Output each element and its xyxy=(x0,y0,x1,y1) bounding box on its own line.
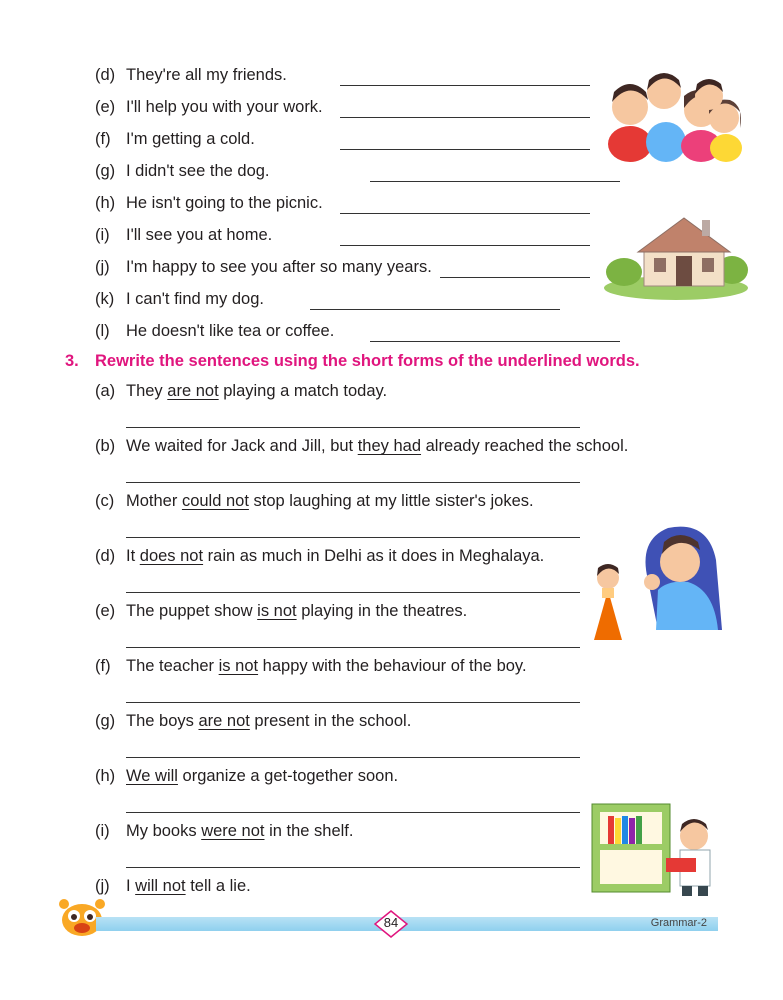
sentence-text: already reached the school. xyxy=(421,437,629,455)
answer-blank[interactable] xyxy=(340,149,590,150)
item-label: (i) xyxy=(95,226,110,244)
answer-line[interactable] xyxy=(126,592,580,593)
sentence-text: They xyxy=(126,382,168,400)
house-illustration xyxy=(604,212,748,300)
sentence-text: playing in the theatres. xyxy=(296,602,468,620)
item-label: (e) xyxy=(95,98,116,116)
sentence-text: The puppet show xyxy=(126,602,258,620)
underlined-words: were not xyxy=(201,822,265,840)
item-sentence: I didn't see the dog. xyxy=(126,162,270,180)
item-label: (g) xyxy=(95,712,116,730)
item-label: (d) xyxy=(95,66,116,84)
sentence-text: tell a lie. xyxy=(185,877,251,895)
item-sentence xyxy=(126,657,527,676)
sentence-text: happy with the behaviour of the boy. xyxy=(258,657,527,675)
underlined-words: are not xyxy=(198,712,250,730)
item-sentence xyxy=(126,492,534,511)
exercise-instruction: Rewrite the sentences using the short forms of the underlined words. xyxy=(95,352,640,370)
item-label: (k) xyxy=(95,290,115,308)
answer-line[interactable] xyxy=(126,702,580,703)
item-sentence xyxy=(126,767,398,786)
sentence-text: It xyxy=(126,547,140,565)
item-label: (h) xyxy=(95,194,116,212)
item-sentence xyxy=(126,712,411,731)
item-label: (b) xyxy=(95,437,116,455)
answer-blank[interactable] xyxy=(340,213,590,214)
sentence-text: Mother xyxy=(126,492,182,510)
item-label: (d) xyxy=(95,547,116,565)
underlined-words: could not xyxy=(181,492,249,510)
exercise-number: 3. xyxy=(65,352,79,370)
item-sentence xyxy=(126,877,251,896)
underlined-words: are not xyxy=(167,382,219,400)
sentence-text: The boys xyxy=(126,712,199,730)
answer-blank[interactable] xyxy=(340,245,590,246)
item-label: (j) xyxy=(95,877,110,895)
item-label: (f) xyxy=(95,657,111,675)
answer-blank[interactable] xyxy=(370,181,620,182)
item-label: (j) xyxy=(95,258,110,276)
mother-and-girl-illustration xyxy=(588,520,728,644)
item-label: (g) xyxy=(95,162,116,180)
underlined-words: they had xyxy=(357,437,422,455)
answer-blank[interactable] xyxy=(370,341,620,342)
item-sentence: They're all my friends. xyxy=(126,66,287,84)
item-sentence xyxy=(126,437,628,456)
item-sentence: He doesn't like tea or coffee. xyxy=(126,322,335,340)
sentence-text: rain as much in Delhi as it does in Meghalaya. xyxy=(203,547,545,565)
item-label: (f) xyxy=(95,130,111,148)
answer-line[interactable] xyxy=(126,427,580,428)
underlined-words: is not xyxy=(257,602,297,620)
item-label: (c) xyxy=(95,492,115,510)
item-sentence xyxy=(126,547,544,566)
item-sentence xyxy=(126,822,353,841)
underlined-words: will not xyxy=(135,877,186,895)
answer-line[interactable] xyxy=(126,482,580,483)
sentence-text: in the shelf. xyxy=(264,822,354,840)
underlined-words: We will xyxy=(126,767,178,785)
sentence-text: stop laughing at my little sister's jokes. xyxy=(248,492,534,510)
item-sentence: He isn't going to the picnic. xyxy=(126,194,323,212)
answer-line[interactable] xyxy=(126,537,580,538)
item-label: (h) xyxy=(95,767,116,785)
group-of-friends-illustration xyxy=(606,62,744,162)
answer-blank[interactable] xyxy=(440,277,590,278)
item-sentence: I'll see you at home. xyxy=(126,226,273,244)
answer-blank[interactable] xyxy=(310,309,560,310)
sentence-text: I xyxy=(126,877,136,895)
item-sentence: I'm getting a cold. xyxy=(126,130,255,148)
sentence-text: The teacher xyxy=(126,657,219,675)
underlined-words: does not xyxy=(139,547,204,565)
answer-blank[interactable] xyxy=(340,85,590,86)
item-sentence: I can't find my dog. xyxy=(126,290,264,308)
item-label: (i) xyxy=(95,822,110,840)
item-label: (e) xyxy=(95,602,116,620)
item-label: (a) xyxy=(95,382,116,400)
answer-blank[interactable] xyxy=(340,117,590,118)
answer-line[interactable] xyxy=(126,867,580,868)
item-sentence: I'm happy to see you after so many years. xyxy=(126,258,432,276)
sentence-text: present in the school. xyxy=(249,712,412,730)
sentence-text: playing a match today. xyxy=(218,382,388,400)
underlined-words: is not xyxy=(218,657,259,675)
sentence-text: My books xyxy=(126,822,202,840)
item-sentence xyxy=(126,382,387,401)
page-number: 84 xyxy=(383,915,399,930)
item-label: (l) xyxy=(95,322,110,340)
answer-line[interactable] xyxy=(126,647,580,648)
book-title: Grammar-2 xyxy=(650,917,707,929)
sentence-text: organize a get-together soon. xyxy=(177,767,399,785)
sentence-text: We waited for Jack and Jill, but xyxy=(126,437,358,455)
answer-line[interactable] xyxy=(126,812,580,813)
item-sentence xyxy=(126,602,467,621)
answer-line[interactable] xyxy=(126,757,580,758)
bookshelf-and-boy-illustration xyxy=(590,800,722,900)
item-sentence: I'll help you with your work. xyxy=(126,98,323,116)
